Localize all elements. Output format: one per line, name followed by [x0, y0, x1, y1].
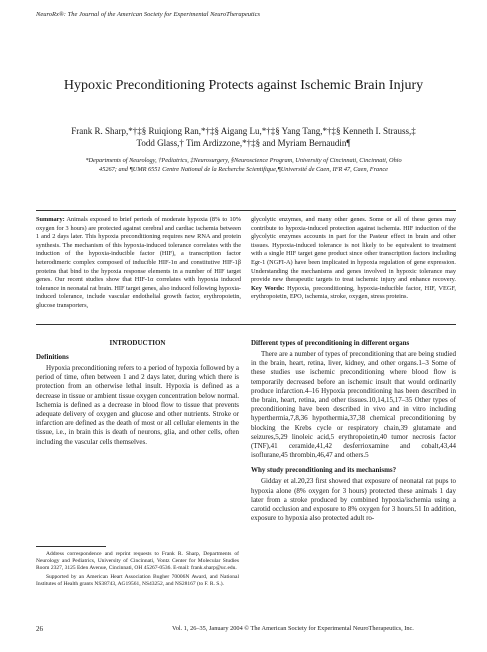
abstract-right-column	[251, 216, 456, 302]
keywords-text: Hypoxia, preconditioning, hypoxia-inducible factor, HIF, VEGF, erythropoietin, EPO, ischemia, stroke, oxygen, stress proteins.	[251, 284, 457, 301]
author-list	[30, 125, 457, 149]
abstract-left-column	[36, 216, 241, 311]
definitions-heading: Definitions	[36, 353, 69, 361]
article-title: Hypoxic Preconditioning Protects against Ischemic Brain Injury	[63, 78, 424, 93]
types-paragraph: There are a number of types of preconditioning that are being studied in the brain, heart, retina, liver, kidney, and other organs.1–3 Some of these studies use ischemic preconditioning where blood flow is temporarily decreased before an ischemic insult that would ordinarily produce infarction.4–16 Hypoxia preconditioning has been described in the brain, heart, retina, and other tissues.10,14,15,17–35 Other types of preconditioning have been described in vivo and in vitro including hyperthermia,7,8,36 hypothermia,37,38 chemical preconditioning by blocking the Krebs cycle or respiratory chain,39 glutamate and seizures,5,29 linoleic acid,5 erythropoietin,40 tumor necrosis factor (TNF),41 ceramide,41,42 desferrioxamine and cobalt,43,44 isoflurane,45 thrombin,46,47 and others.5	[251, 350, 456, 460]
authors-line-2: Todd Glass,† Tim Ardizzone,*†‡§ and Myriam Bernaudin¶	[136, 138, 351, 148]
abstract-right-text: glycolytic enzymes, and many other genes. Some or all of these genes may contribute to hypoxia-induced protection against ischemia. HIF induction of the glycolytic enzymes accounts in part for the Pasteur effect in brain and other tissues. Hypoxia-induced tolerance is not likely to be equivalent to treatment with a single HIF target gene product since other transcription factors including Egr-1 (NGFI-A) have been implicated in hypoxia regulation of gene expression. Understanding the mechanisms and genes involved in hypoxic tolerance may provide new therapeutic targets to treat ischemic injury and enhance recovery.	[251, 216, 456, 284]
footnotes	[36, 551, 239, 588]
footnote-correspondence: Address correspondence and reprint requests to Frank R. Sharp, Departments of Neurology and Pediatrics, University of Cincinnati, Vontz Center for Molecular Studies Room 2327, 3125 Eden Avenue, Cincinnati, OH 45267-0536. E-mail: frank.sharp@uc.edu.	[36, 551, 239, 571]
abstract-label: Summary:	[36, 216, 65, 223]
footnote-rule	[36, 546, 106, 547]
why-heading: Why study preconditioning and its mechanisms?	[251, 466, 397, 475]
running-head: NeuroRx®: The Journal of the American Society for Experimental NeuroTherapeutics	[36, 11, 261, 18]
types-heading: Different types of preconditioning in different organs	[251, 339, 410, 347]
introduction-heading: INTRODUCTION	[109, 339, 166, 347]
footnote-support: Supported by an American Heart Association Bugher 70006N Award, and National Institutes of Health grants NS38743, AG19561, NS43252, and NS28167 (to F. R. S.).	[36, 574, 239, 587]
affiliations-line-2: 45267; and ¶UMR 6551 Centre National de la Recherche Scientifique,¶Université de Caen, IFR 47, Caen, France	[99, 166, 388, 173]
right-column	[251, 339, 456, 523]
page-footer: Vol. 1, 26–35, January 2004 © The American Society for Experimental NeuroTherapeutics, Inc.	[172, 625, 414, 632]
abstract-top-rule	[36, 210, 456, 211]
definitions-paragraph: Hypoxia preconditioning refers to a period of hypoxia followed by a period of time, often between 1 and 2 days later, during which there is protection from an otherwise lethal insult. Hypoxia is defined as a decrease in tissue or ambient tissue oxygen concentration below normal. Ischemia is defined as a decrease in blood flow to tissue that prevents adequate delivery of oxygen and glucose and other nutrients. Stroke or infarction are defined as the death of most or all cellular elements in the tissue, i.e., in brain this is death of neurons, glia, and other cells, often including the vascular cells themselves.	[36, 364, 239, 446]
affiliations	[40, 156, 447, 174]
page-number: 26	[36, 625, 43, 633]
affiliations-line-1: *Departments of Neurology, †Pediatrics, ‡Neurosurgery, §Neuroscience Program, University of Cincinnati, Cincinnati, Ohio	[85, 157, 402, 164]
abstract-left-text: Animals exposed to brief periods of moderate hypoxia (8% to 10% oxygen for 3 hours) are protected against cerebral and cardiac ischemia between 1 and 2 days later. This hypoxia preconditioning requires new RNA and protein synthesis. The mechanism of this hypoxia-induced tolerance correlates with the induction of the hypoxia-inducible factor (HIF), a transcription factor heterodimeric complex composed of inducible HIF-1α and constitutive HIF-1β proteins that bind to the hypoxia response elements in a number of HIF target genes. Our recent studies show that HIF-1α correlates with hypoxia induced tolerance in neonatal rat brain. HIF target genes, also induced following hypoxia-induced tolerance, include vascular endothelial growth factor, erythropoietin, glucose transporters,	[36, 216, 241, 309]
abstract-bottom-rule	[36, 324, 456, 325]
keywords-label: Key Words:	[251, 284, 285, 292]
authors-line-1: Frank R. Sharp,*†‡§ Ruiqiong Ran,*†‡§ Aigang Lu,*†‡§ Yang Tang,*†‡§ Kenneth I. Strauss,‡	[71, 126, 416, 136]
left-column	[36, 339, 239, 447]
why-paragraph: Gidday et al.20,23 first showed that exposure of neonatal rat pups to hypoxia alone (8% oxygen for 3 hours) protected these animals 1 day later from a stroke produced by combined hypoxia/ischemia using a carotid occlusion and exposure to 8% oxygen for 3 hours.51 In addition, exposure to hypoxia also protected adult ro-	[251, 477, 456, 523]
